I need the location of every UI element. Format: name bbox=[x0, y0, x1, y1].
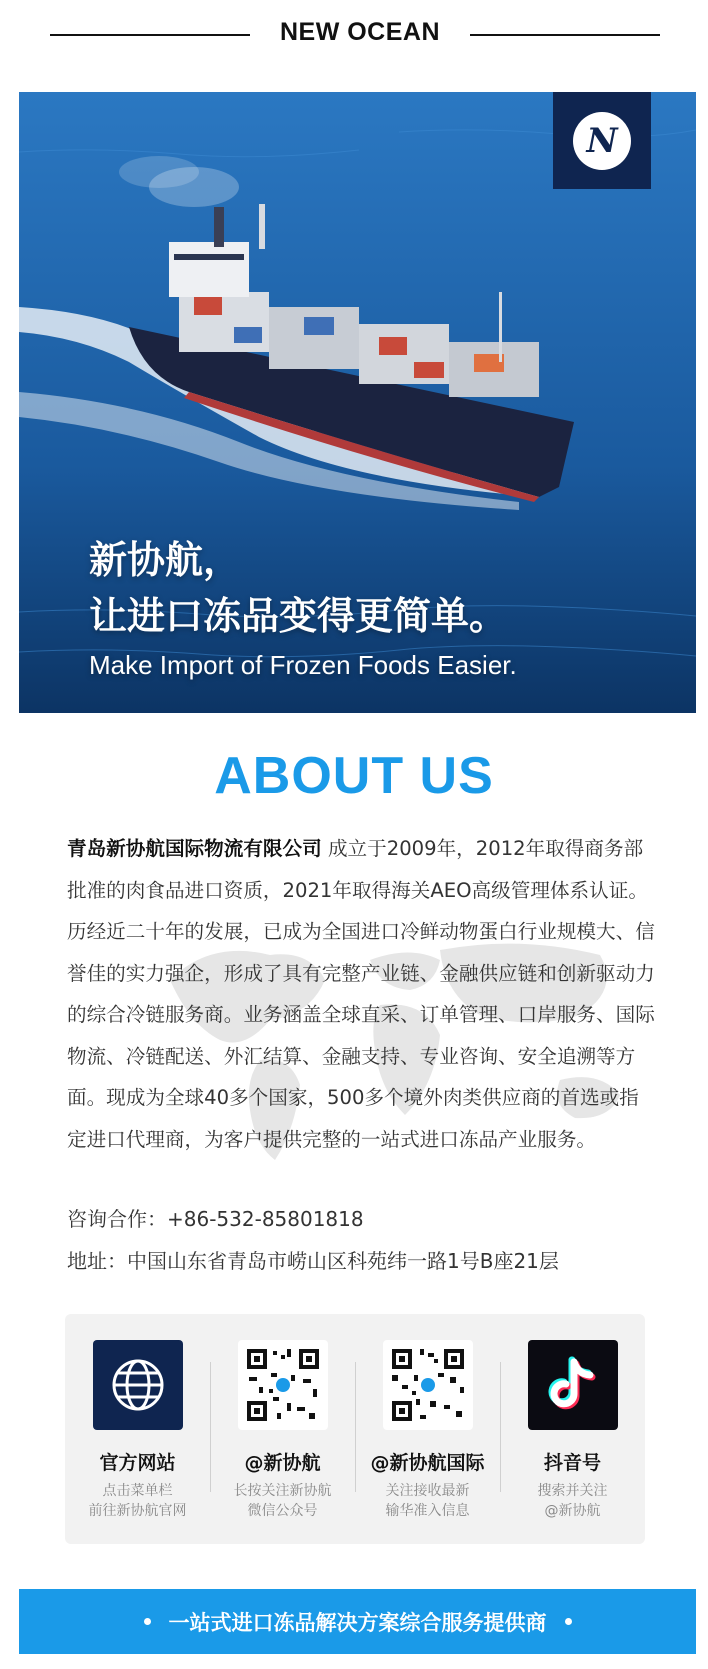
card-desc-line-2: 微信公众号 bbox=[247, 1503, 318, 1519]
bullet-dot-left bbox=[144, 1618, 151, 1625]
qr-code-international bbox=[383, 1340, 473, 1430]
card-desc-line-1: 点击菜单栏 bbox=[102, 1483, 173, 1499]
brand-logo-mark: N bbox=[573, 112, 631, 170]
card-desc-line-2: 输华准入信息 bbox=[385, 1503, 470, 1519]
about-text: 成立于2009年，2012年取得商务部批准的肉食品进口资质，2021年取得海关AEO高级管理体系认证。历经近二十年的发展，已成为全国进口冷鲜动物蛋白行业规模大、信誉佳的实力强企，形成了具有完整产业链、金融供应链和创新驱动力的综合冷链服务商。业务涵盖全球直采、订单管理、口岸服务、国际物流、冷链配送、外汇结算、金融支持、专业咨询、安全追溯等方面。现成为全球40多个国家，500多个境外肉类供应商的首选或指定进口代理商，为客户提供完整的一站式进口冻品产业服务。 bbox=[67, 837, 655, 1151]
card-description bbox=[210, 1481, 355, 1521]
card-name: 官方网站 bbox=[99, 1452, 176, 1474]
header-line-right bbox=[470, 34, 660, 36]
qr-code-wechat bbox=[238, 1340, 328, 1430]
contact-address: 地址：中国山东省青岛市崂山区科苑纬一路1号B座21层 bbox=[67, 1249, 559, 1273]
tiktok-icon bbox=[528, 1340, 618, 1430]
card-name: @新协航国际 bbox=[370, 1452, 485, 1474]
footer-slogan-bar bbox=[19, 1589, 696, 1654]
brand-logo bbox=[553, 92, 651, 189]
card-name: @新协航 bbox=[244, 1452, 321, 1474]
contact-phone: 咨询合作：+86-532-85801818 bbox=[67, 1207, 364, 1231]
hero-slogan bbox=[89, 532, 517, 681]
card-desc-line-2: 前往新协航官网 bbox=[88, 1503, 187, 1519]
hero-line-2: 让进口冻品变得更简单。 bbox=[89, 594, 508, 638]
card-name: 抖音号 bbox=[543, 1452, 601, 1474]
card-official-website[interactable] bbox=[65, 1340, 210, 1521]
card-desc-line-1: 搜索并关注 bbox=[537, 1483, 608, 1499]
footer-slogan: 一站式进口冻品解决方案综合服务提供商 bbox=[168, 1610, 547, 1635]
company-name: 青岛新协航国际物流有限公司 bbox=[67, 837, 322, 860]
card-desc-line-1: 关注接收最新 bbox=[385, 1483, 470, 1499]
hero-line-3: Make Import of Frozen Foods Easier. bbox=[89, 650, 517, 680]
bullet-dot-right bbox=[565, 1618, 572, 1625]
globe-icon bbox=[93, 1340, 183, 1430]
card-description bbox=[65, 1481, 210, 1521]
card-international-account[interactable] bbox=[355, 1340, 500, 1521]
about-description bbox=[67, 828, 657, 1160]
card-desc-line-2: @新协航 bbox=[544, 1503, 601, 1519]
card-description bbox=[355, 1481, 500, 1521]
hero-line-1: 新协航， bbox=[89, 538, 242, 582]
card-douyin-account[interactable] bbox=[500, 1340, 645, 1521]
header-line-left bbox=[50, 34, 250, 36]
card-wechat-account[interactable] bbox=[210, 1340, 355, 1521]
card-description bbox=[500, 1481, 645, 1521]
hero-banner bbox=[19, 92, 696, 713]
page-header bbox=[0, 0, 708, 70]
brand-title: NEW OCEAN bbox=[279, 18, 441, 46]
follow-cards-panel bbox=[65, 1314, 645, 1544]
card-desc-line-1: 长按关注新协航 bbox=[233, 1483, 332, 1499]
about-title: ABOUT US bbox=[214, 747, 494, 805]
